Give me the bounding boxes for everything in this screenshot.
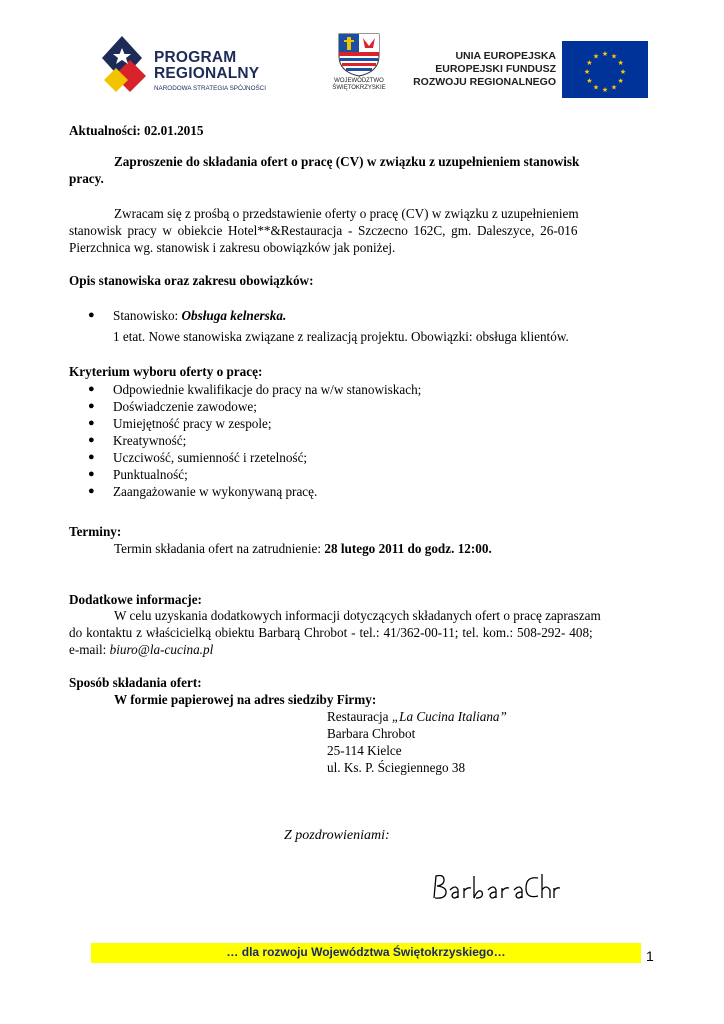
position-value: Obsługa kelnerska. <box>181 308 287 323</box>
svg-text:★: ★ <box>617 59 624 67</box>
greeting: Z pozdrowieniami: <box>284 828 390 843</box>
program-title-line1: PROGRAM <box>154 49 237 66</box>
bullet-icon: ● <box>88 417 95 429</box>
bullet-icon: ● <box>88 434 95 446</box>
program-title-line2: REGIONALNY <box>154 65 260 82</box>
bullet-icon: ● <box>88 451 95 463</box>
address-name: „La Cucina Italiana” <box>391 709 507 724</box>
handwritten-signature <box>430 868 570 908</box>
intro-line3: Pierzchnica wg. stanowisk i zakresu obowiązków jak poniżej. <box>69 240 396 255</box>
criteria-item: Kreatywność; <box>113 433 187 448</box>
intro-line1: Zwracam się z prośbą o przedstawienie oferty o pracę (CV) w związku z uzupełnieniem <box>114 206 579 221</box>
info-line2: do kontaktu z właścicielką obiektu Barbarą Chrobot - tel.: 41/362-00-11; tel. kom.: 508-292- 408; <box>69 625 593 640</box>
method-heading: Sposób składania ofert: <box>69 675 202 690</box>
footer-slogan: … dla rozwoju Województwa Świętokrzyskiego… <box>226 945 506 959</box>
program-emblem-icon <box>100 34 152 98</box>
svg-text:★: ★ <box>592 52 600 61</box>
svg-text:★: ★ <box>583 68 591 76</box>
criteria-item: Umiejętność pracy w zespole; <box>113 416 272 431</box>
position-label: Stanowisko: <box>113 308 182 323</box>
news-date: Aktualności: 02.01.2015 <box>69 123 204 138</box>
eu-label-line2: EUROPEJSKI FUNDUSZ <box>435 63 556 75</box>
coat-of-arms-icon <box>325 32 393 78</box>
criteria-item: Zaangażowanie w wykonywaną pracę. <box>113 484 318 499</box>
voivodeship-label-line2: ŚWIĘTOKRZYSKIE <box>332 85 386 91</box>
info-heading: Dodatkowe informacje: <box>69 592 202 607</box>
svg-text:★: ★ <box>610 83 618 92</box>
bullet-icon: ● <box>88 383 95 395</box>
eu-label-line1: UNIA EUROPEJSKA <box>455 50 556 62</box>
svg-text:★: ★ <box>586 59 593 67</box>
page-number: 1 <box>646 948 654 964</box>
criteria-heading: Kryterium wyboru oferty o pracę: <box>69 364 263 379</box>
invitation-heading-line1: Zaproszenie do składania ofert o pracę (CV) w związku z uzupełnieniem stanowisk <box>114 154 580 169</box>
bullet-icon: ● <box>88 400 95 412</box>
terms-line <box>114 540 492 557</box>
eu-flag-icon <box>562 41 648 98</box>
criteria-item: Punktualność; <box>113 467 188 482</box>
bullet-icon: ● <box>88 468 95 480</box>
bullet-icon: ● <box>88 309 95 321</box>
svg-text:★: ★ <box>592 83 600 92</box>
invitation-heading-line2: pracy. <box>69 171 104 186</box>
info-email-line <box>69 642 213 658</box>
address-line3: 25-114 Kielce <box>327 743 402 758</box>
address-line4: ul. Ks. P. Ściegiennego 38 <box>327 760 466 775</box>
invitation-heading <box>69 154 655 170</box>
criteria-item: Odpowiednie kwalifikacje do pracy na w/w stanowiskach; <box>113 382 422 397</box>
voivodeship-label-line1: WOJEWÓDZTWO <box>334 78 384 84</box>
info-line1: W celu uzyskania dodatkowych informacji dotyczących składanych ofert o pracę zapraszam <box>114 608 601 623</box>
voivodeship-logo <box>325 32 393 100</box>
terms-label: Termin składania ofert na zatrudnienie: <box>114 541 325 556</box>
svg-text:★: ★ <box>617 77 624 85</box>
email-address[interactable]: biuro@la-cucina.pl <box>109 642 214 657</box>
address-line1 <box>327 708 507 725</box>
svg-text:★: ★ <box>619 68 627 76</box>
email-label: e-mail: <box>69 642 110 657</box>
eu-label-line3: ROZWOJU REGIONALNEGO <box>413 76 556 88</box>
bullet-icon: ● <box>88 485 95 497</box>
footer-banner <box>91 943 641 963</box>
terms-value: 28 lutego 2011 do godz. 12:00. <box>324 541 492 556</box>
terms-heading: Terminy: <box>69 524 122 539</box>
svg-text:★: ★ <box>601 86 609 94</box>
svg-text:★: ★ <box>586 77 593 85</box>
criteria-item: Doświadczenie zawodowe; <box>113 399 257 414</box>
position-line <box>113 307 286 324</box>
method-subheading: W formie papierowej na adres siedziby Firmy: <box>114 692 377 707</box>
position-description: 1 etat. Nowe stanowiska związane z realizacją projektu. Obowiązki: obsługa klientów. <box>113 329 569 344</box>
eu-fund-label <box>410 50 556 89</box>
program-regionalny-logo <box>100 34 300 98</box>
svg-text:★: ★ <box>610 52 618 61</box>
address-prefix: Restauracja <box>327 709 392 724</box>
intro-line2: stanowisk pracy w obiekcie Hotel**&Restauracja - Szczecno 162C, gm. Daleszyce, 26-016 <box>69 223 578 238</box>
criteria-item: Uczciwość, sumienność i rzetelność; <box>113 450 308 465</box>
duties-heading: Opis stanowiska oraz zakresu obowiązków: <box>69 273 314 288</box>
svg-text:★: ★ <box>601 50 609 58</box>
program-subtitle: NARODOWA STRATEGIA SPÓJNOŚCI <box>154 85 266 92</box>
address-line2: Barbara Chrobot <box>327 726 416 741</box>
